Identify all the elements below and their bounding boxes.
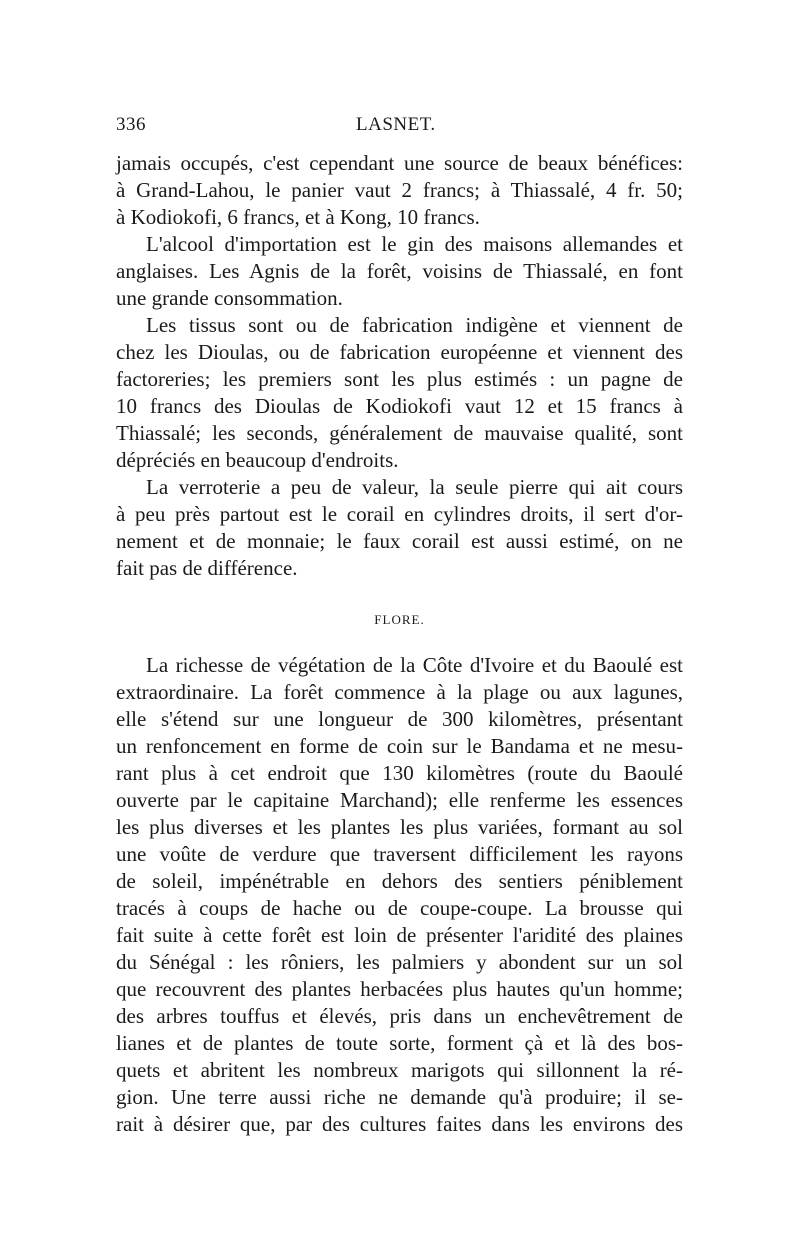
text-line: quets et abritent les nombreux marigots qui sillonnent la ré- [116,1058,683,1082]
text-line: 10 francs des Dioulas de Kodiokofi vaut 12 et 15 francs à [116,394,683,418]
section-title: FLORE. [374,612,425,627]
text-line: fait suite à cette forêt est loin de présenter l'aridité des plaines [116,923,683,947]
text-line: Thiassalé; les seconds, généralement de mauvaise qualité, sont [116,421,683,445]
running-head: LASNET. [356,114,436,135]
text-line: à peu près partout est le corail en cylindres droits, il sert d'or- [116,502,683,526]
text-line: à Kodiokofi, 6 francs, et à Kong, 10 francs. [116,205,480,229]
text-line: une grande consommation. [116,286,343,310]
text-line: L'alcool d'importation est le gin des maisons allemandes et [146,232,683,256]
text-line: La verroterie a peu de valeur, la seule pierre qui ait cours [146,475,683,499]
page-number: 336 [116,114,146,135]
text-line: du Sénégal : les rôniers, les palmiers y abondent sur un sol [116,950,683,974]
text-line: un renfoncement en forme de coin sur le Bandama et ne mesu- [116,734,683,758]
text-line: rant plus à cet endroit que 130 kilomètres (route du Baoulé [116,761,683,785]
text-line: tracés à coups de hache ou de coupe-coupe. La brousse qui [116,896,683,920]
text-line: extraordinaire. La forêt commence à la plage ou aux lagunes, [116,680,683,704]
text-line: de soleil, impénétrable en dehors des sentiers péniblement [116,869,683,893]
text-line: lianes et de plantes de toute sorte, forment çà et là des bos- [116,1031,683,1055]
text-line: anglaises. Les Agnis de la forêt, voisins de Thiassalé, en font [116,259,683,283]
text-line: des arbres touffus et élevés, pris dans un enchevêtrement de [116,1004,683,1028]
text-line: rait à désirer que, par des cultures faites dans les environs des [116,1112,683,1136]
text-line: une voûte de verdure que traversent difficilement les rayons [116,842,683,866]
text-line: chez les Dioulas, ou de fabrication européenne et viennent des [116,340,683,364]
text-line: que recouvrent des plantes herbacées plus hautes qu'un homme; [116,977,683,1001]
text-line: ouverte par le capitaine Marchand); elle renferme les essences [116,788,683,812]
text-line: fait pas de différence. [116,556,298,580]
text-line: les plus diverses et les plantes les plus variées, formant au sol [116,815,683,839]
text-line: gion. Une terre aussi riche ne demande qu'à produire; il se- [116,1085,683,1109]
text-line: elle s'étend sur une longueur de 300 kilomètres, présentant [116,707,683,731]
text-line: nement et de monnaie; le faux corail est aussi estimé, on ne [116,529,683,553]
text-line: factoreries; les premiers sont les plus estimés : un pagne de [116,367,683,391]
text-line: Les tissus sont ou de fabrication indigène et viennent de [146,313,683,337]
text-line: La richesse de végétation de la Côte d'Ivoire et du Baoulé est [146,653,683,677]
page-header [116,114,682,144]
text-line: jamais occupés, c'est cependant une source de beaux bénéfices: [116,151,683,175]
text-line: à Grand-Lahou, le panier vaut 2 francs; à Thiassalé, 4 fr. 50; [116,178,683,202]
text-line: dépréciés en beaucoup d'endroits. [116,448,399,472]
